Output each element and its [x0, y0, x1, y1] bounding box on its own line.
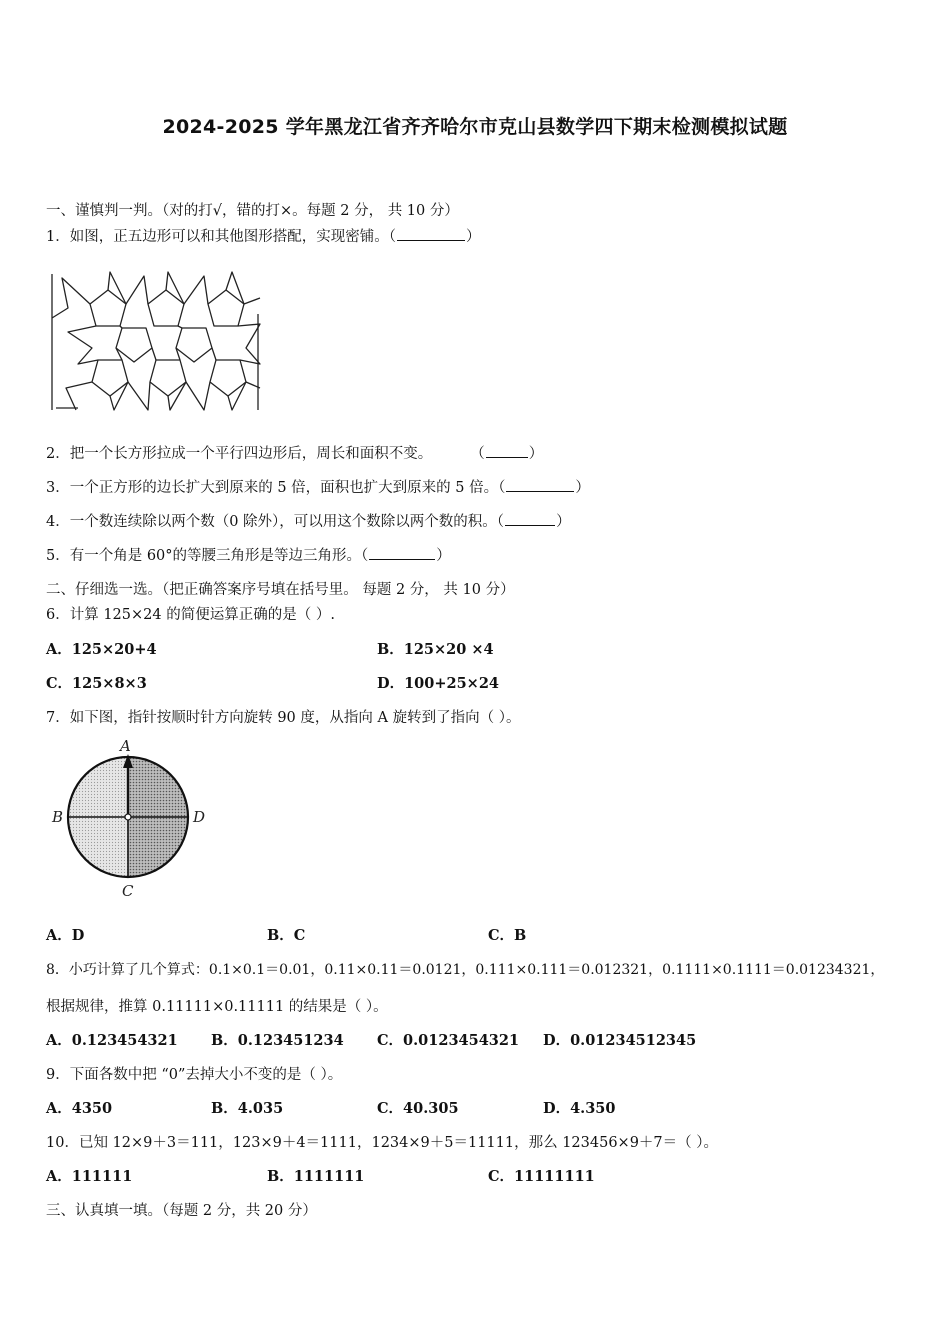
- q7-option-a[interactable]: A．D: [46, 927, 85, 944]
- answer-blank-2[interactable]: [486, 444, 528, 458]
- q9-option-a[interactable]: A．4350: [46, 1100, 113, 1117]
- question-7: 7．如下图，指针按顺时针方向旋转 90 度，从指向 A 旋转到了指向（ ）。: [46, 710, 521, 726]
- section3-heading: 三、认真填一填。（每题 2 分，共 20 分）: [46, 1203, 317, 1219]
- q10-option-b[interactable]: B．1111111: [267, 1168, 365, 1185]
- q9-option-c[interactable]: C．40.305: [377, 1100, 459, 1117]
- page-title: 2024-2025 学年黑龙江省齐齐哈尔市克山县数学四下期末检测模拟试题: [162, 116, 788, 138]
- dial-figure: [48, 736, 218, 906]
- question-1: [46, 227, 480, 247]
- question-8-line2: 根据规律，推算 0.11111×0.11111 的结果是（ ）。: [46, 999, 388, 1015]
- question-4: [46, 512, 571, 532]
- dial-label-d: D: [193, 808, 206, 826]
- q8-option-d[interactable]: D．0.01234512345: [543, 1032, 697, 1049]
- question-1-close: ）: [465, 229, 481, 245]
- question-3-text: 3．一个正方形的边长扩大到原来的 5 倍，面积也扩大到原来的 5 倍。（: [46, 480, 506, 496]
- q6-option-a[interactable]: A．125×20+4: [46, 641, 157, 658]
- question-10: 10．已知 12×9＋3＝111，123×9＋4＝1111，1234×9＋5＝11111，那么 123456×9＋7＝（ ）。: [46, 1135, 719, 1151]
- section1-heading: 一、谨慎判一判。（对的打√，错的打×。每题 2 分， 共 10 分）: [46, 203, 459, 219]
- question-5-close: ）: [436, 548, 451, 564]
- answer-blank-4[interactable]: [505, 512, 555, 526]
- question-2: [46, 444, 543, 464]
- question-8-line1: 8．小巧计算了几个算式：0.1×0.1＝0.01，0.11×0.11＝0.0121，0.111×0.111＝0.012321，0.1111×0.1111＝0.01234321，: [46, 962, 885, 978]
- section2-heading: 二、仔细选一选。（把正确答案序号填在括号里。 每题 2 分， 共 10 分）: [46, 582, 515, 598]
- question-2-close: ）: [528, 446, 544, 462]
- pentagon-tiling-figure: [48, 268, 262, 418]
- q9-option-b[interactable]: B．4.035: [211, 1100, 284, 1117]
- question-6: 6．计算 125×24 的简便运算正确的是（ ）.: [46, 607, 335, 623]
- q6-option-d[interactable]: D．100+25×24: [377, 675, 499, 692]
- dial-label-b: B: [52, 808, 64, 826]
- q8-option-b[interactable]: B．0.123451234: [211, 1032, 344, 1049]
- q8-option-a[interactable]: A．0.123454321: [46, 1032, 178, 1049]
- question-5-text: 5．有一个角是 60°的等腰三角形是等边三角形。（: [46, 548, 369, 564]
- answer-blank-5[interactable]: [369, 546, 435, 560]
- q6-option-b[interactable]: B．125×20 ×4: [377, 641, 494, 658]
- question-4-close: ）: [556, 514, 571, 530]
- question-5: [46, 546, 451, 566]
- dial-label-c: C: [122, 882, 134, 900]
- q8-option-c[interactable]: C．0.0123454321: [377, 1032, 520, 1049]
- question-2-text: 2．把一个长方形拉成一个平行四边形后，周长和面积不变。: [46, 446, 433, 462]
- question-4-text: 4．一个数连续除以两个数（0 除外），可以用这个数除以两个数的积。（: [46, 514, 505, 530]
- answer-blank-1[interactable]: [397, 227, 465, 241]
- q10-option-a[interactable]: A．111111: [46, 1168, 133, 1185]
- question-3-close: ）: [575, 480, 590, 496]
- question-3: [46, 478, 590, 498]
- q9-option-d[interactable]: D．4.350: [543, 1100, 616, 1117]
- question-9: 9．下面各数中把 “0”去掉大小不变的是（ ）。: [46, 1067, 343, 1083]
- q7-option-c[interactable]: C．B: [488, 927, 527, 944]
- q6-option-c[interactable]: C．125×8×3: [46, 675, 147, 692]
- q7-option-b[interactable]: B．C: [267, 927, 306, 944]
- answer-blank-3[interactable]: [506, 478, 574, 492]
- question-1-text: 1．如图，正五边形可以和其他图形搭配，实现密铺。（: [46, 229, 396, 245]
- question-2-open: （: [470, 446, 485, 462]
- q10-option-c[interactable]: C．11111111: [488, 1168, 595, 1185]
- dial-label-a: A: [120, 737, 131, 755]
